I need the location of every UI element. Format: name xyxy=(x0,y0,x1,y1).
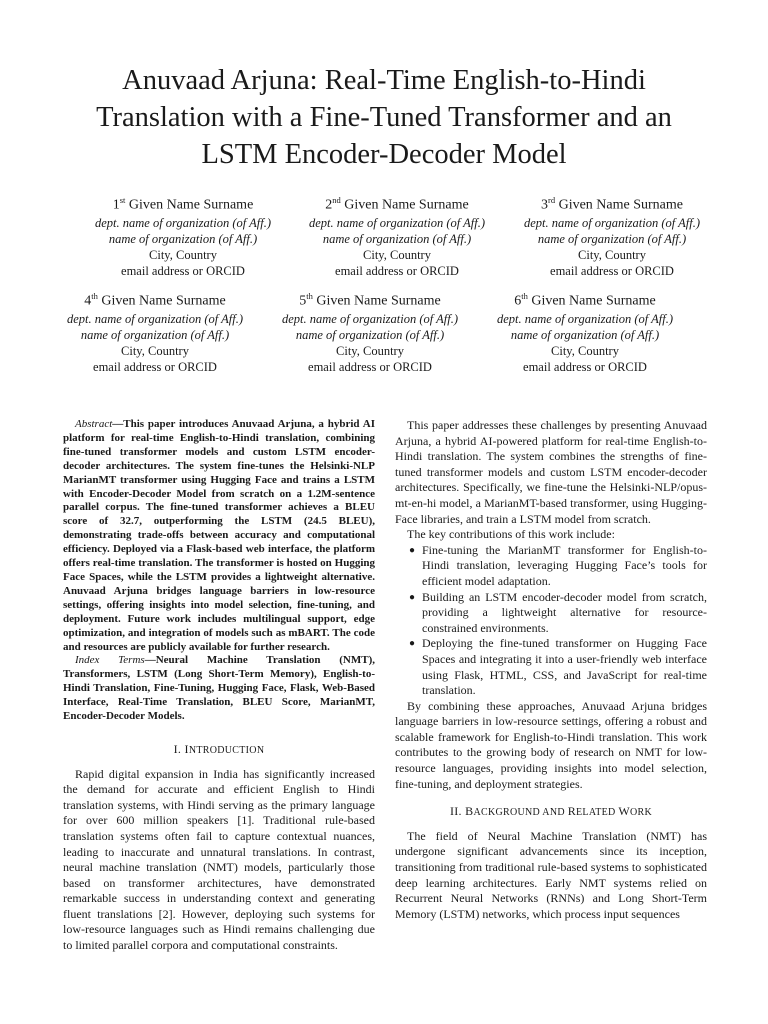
author-dept: dept. name of organization (of Aff.) xyxy=(308,215,486,230)
author-name: 2nd Given Name Surname xyxy=(325,195,469,213)
body-paragraph: The field of Neural Machine Translation (NMT) has undergone significant advancements since its inception, transitioning from traditional rule-based systems to sophisticated deep learning architectures. Early NMT systems relied on Recurrent Neural Networks (RNNs) and Long Short-Term Memory (LSTM) networks, which process input sequences xyxy=(395,828,707,921)
author-name: 3rd Given Name Surname xyxy=(540,195,683,213)
title-line: Anuvaad Arjuna: Real-Time English-to-Hindi xyxy=(122,65,646,96)
author-block xyxy=(470,287,700,375)
author-dept: dept. name of organization (of Aff.) xyxy=(281,311,459,326)
author-city: City, Country xyxy=(578,247,646,262)
list-item: ● Deploying the fine-tuned transformer on Hugging Face Spaces and integrating it into a user-friendly web interface using Flask, HTML, CSS, and JavaScript for real-time translation. xyxy=(409,636,707,698)
author-org: name of organization (of Aff.) xyxy=(537,231,687,246)
list-item: ● Fine-tuning the MarianMT transformer for English-to-Hindi translation, leveraging Hugging Face’s tools for efficient model adaptation. xyxy=(409,542,707,588)
index-terms-text: —Neural Machine Translation (NMT), Transformers, LSTM (Long Short-Term Memory), English-to-Hindi Translation, Fine-Tuning, Hugging Face, Flask, Web-Based Interface, Real-Time Translation, BLEU Score, MarianMT, Encoder-Decoder Models. xyxy=(63,654,375,723)
author-email: email address or ORCID xyxy=(121,263,245,278)
author-email: email address or ORCID xyxy=(308,359,432,374)
section-heading-background: II. BACKGROUND AND RELATED WORK xyxy=(449,804,653,819)
author-email: email address or ORCID xyxy=(550,263,674,278)
author-email: email address or ORCID xyxy=(335,263,459,278)
bullet-icon: ● xyxy=(409,544,416,556)
body-paragraph: This paper addresses these challenges by presenting Anuvaad Arjuna, a hybrid AI-powered platform for real-time English-to-Hindi translation. The system combines the strengths of fine-tuned transformer models and custom LSTM encoder-decoder architectures. Specifically, we fine-tune the Helsinki-NLP/opus-mt-en-hi model, a MarianMT-based transformer, using Hugging-Face libraries, and train a LSTM model from scratch. xyxy=(395,418,707,526)
title-line: LSTM Encoder-Decoder Model xyxy=(201,139,567,170)
author-dept: dept. name of organization (of Aff.) xyxy=(66,311,244,326)
author-org: name of organization (of Aff.) xyxy=(295,327,445,342)
author-name: 4th Given Name Surname xyxy=(84,291,226,309)
list-item: ● Building an LSTM encoder-decoder model from scratch, providing a lightweight alternative for resource-constrained environments. xyxy=(409,589,707,635)
author-org: name of organization (of Aff.) xyxy=(510,327,660,342)
author-city: City, Country xyxy=(149,247,217,262)
abstract xyxy=(63,418,375,654)
author-city: City, Country xyxy=(363,247,431,262)
title-line: Translation with a Fine-Tuned Transformer and an xyxy=(96,102,672,133)
author-org: name of organization (of Aff.) xyxy=(108,231,258,246)
author-org: name of organization (of Aff.) xyxy=(80,327,230,342)
author-city: City, Country xyxy=(121,343,189,358)
author-dept: dept. name of organization (of Aff.) xyxy=(496,311,674,326)
index-terms xyxy=(63,654,375,724)
author-block xyxy=(255,287,485,375)
author-name: 1st Given Name Surname xyxy=(112,195,254,213)
author-block xyxy=(68,191,298,279)
author-block xyxy=(282,191,512,279)
author-email: email address or ORCID xyxy=(93,359,217,374)
author-block xyxy=(40,287,270,375)
left-column xyxy=(63,418,375,954)
paper-title xyxy=(40,62,728,173)
contributions-list xyxy=(395,543,707,699)
abstract-text: —This paper introduces Anuvaad Arjuna, a hybrid AI platform for real-time English-to-Hindi translation, combining fine-tuned transformer models and custom LSTM encoder-decoder architectures. The system fine-tunes the Helsinki-NLP MarianMT transformer using Hugging Face and trains a LSTM with Encoder-Decoder Model from scratch on a 1.2M-sentence parallel corpus. The fine-tuned transformer achieves a BLEU score of 32.7, outperforming the LSTM (24.5 BLEU), demonstrating trade-offs between accuracy and computational efficiency. Deployed via a Flask-based web interface, the platform offers real-time translation. The transformer is hosted on Hugging Face Spaces, while the LSTM provides a lightweight alternative. Anuvaad Arjuna bridges language barriers in low-resource settings, offering insights into model selection, fine-tuning, and deployment. Future work includes multilingual support, edge optimization, and integration of models such as mBART. The code and resources are publicly available for further research. xyxy=(63,418,375,653)
author-name: 6th Given Name Surname xyxy=(514,291,656,309)
author-dept: dept. name of organization (of Aff.) xyxy=(94,215,272,230)
index-terms-label: Index Terms xyxy=(75,654,145,667)
author-city: City, Country xyxy=(551,343,619,358)
body-paragraph: By combining these approaches, Anuvaad Arjuna bridges language barriers in low-resource settings, offering a robust and scalable framework for English-to-Hindi translation. This work contributes to the growing body of research on NMT for low-resource languages, providing insights into model selection, fine-tuning, and deployment strategies. xyxy=(395,698,707,791)
abstract-label: Abstract xyxy=(75,418,113,430)
author-city: City, Country xyxy=(336,343,404,358)
contributions-intro: The key contributions of this work include: xyxy=(407,527,615,542)
intro-paragraph: Rapid digital expansion in India has significantly increased the demand for accurate and efficient English to Hindi translation systems, with Hindi serving as the primary language for over 600 million speakers [1]. Traditional rule-based translation systems often fail to capture contextual nuances, leading to inaccurate and unnatural translations. In contrast, neural machine translation (NMT) models, particularly those based on transformer architectures, have demonstrated remarkable success in understanding context and generating fluent translations [2]. However, deploying such systems for low-resource languages such as Hindi remains challenging due to limited parallel corpora and computational constraints. xyxy=(63,766,375,953)
right-column xyxy=(395,418,707,922)
author-email: email address or ORCID xyxy=(523,359,647,374)
section-heading-introduction: I. INTRODUCTION xyxy=(173,741,265,756)
author-name: 5th Given Name Surname xyxy=(299,291,441,309)
bullet-icon: ● xyxy=(409,591,416,603)
bullet-icon: ● xyxy=(409,638,416,650)
author-dept: dept. name of organization (of Aff.) xyxy=(523,215,701,230)
author-org: name of organization (of Aff.) xyxy=(322,231,472,246)
author-block xyxy=(497,191,727,279)
